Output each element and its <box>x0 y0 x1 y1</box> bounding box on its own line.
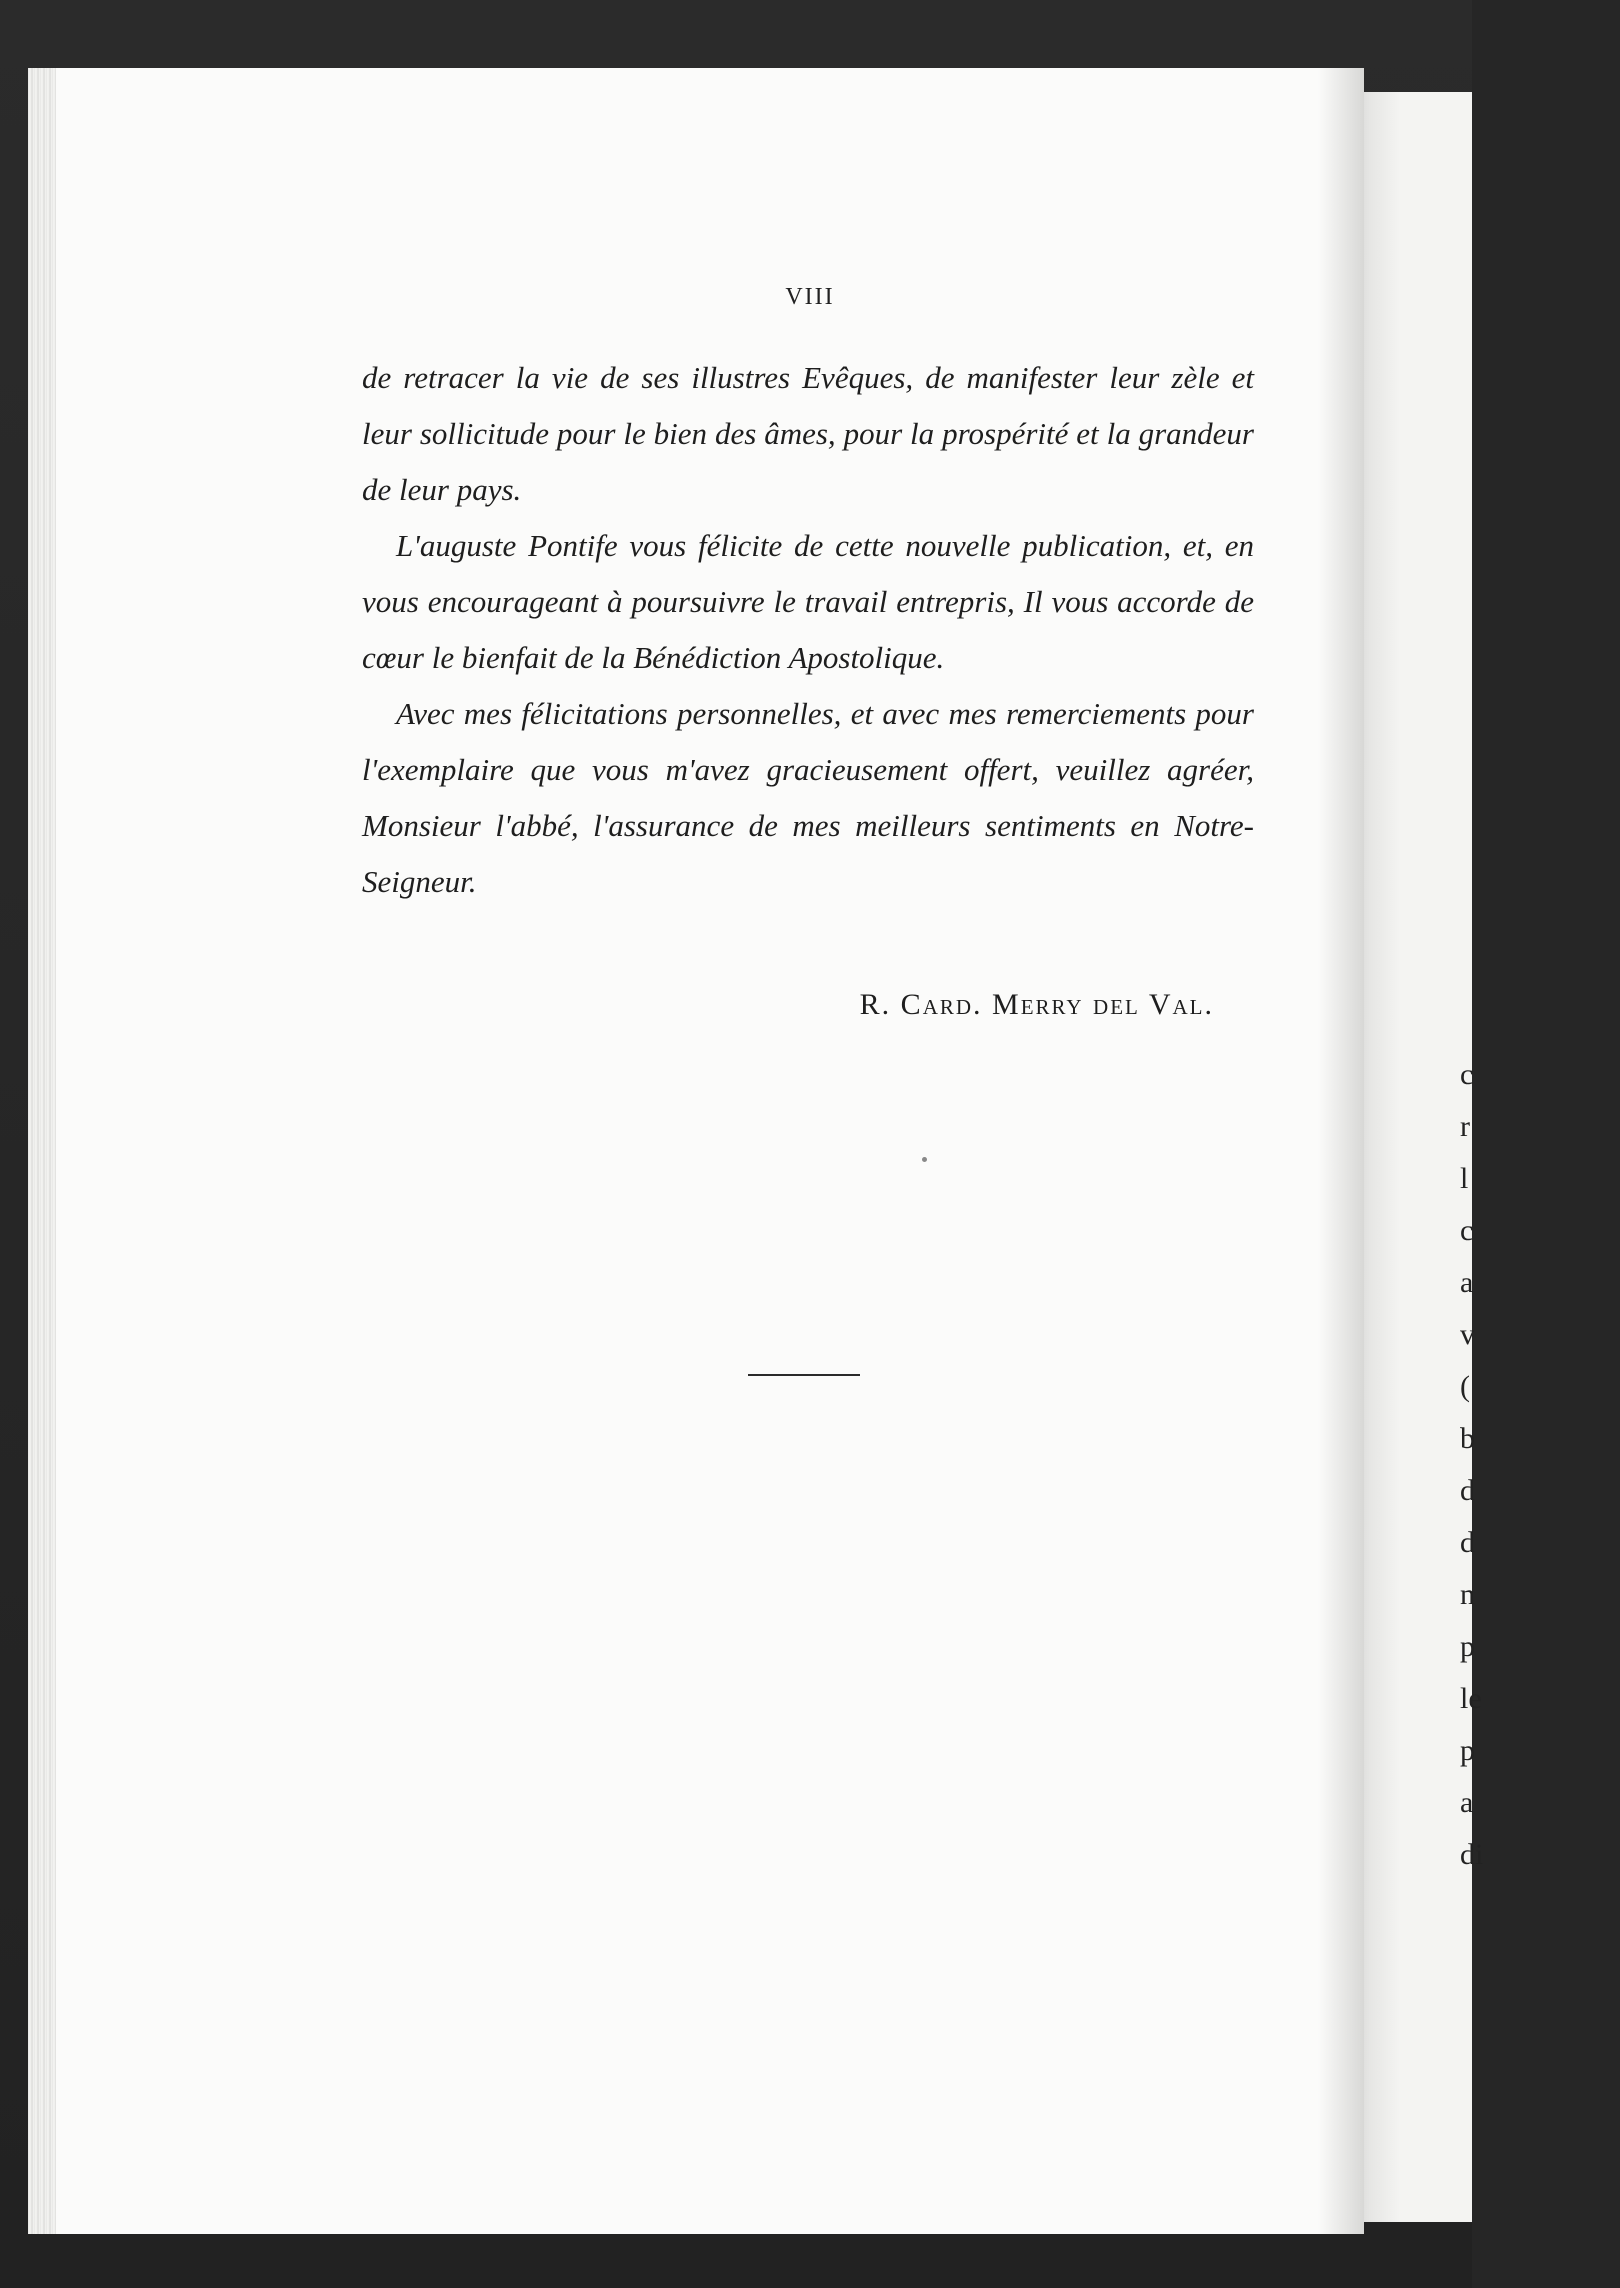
next-page-line-start: d <box>1460 1526 1475 1559</box>
next-page-line-start: di <box>1460 1838 1484 1871</box>
paragraph-closing: Avec mes félicitations personnelles, et avec mes remerciements pour l'exemplaire que vous m'avez gracieusement offert, veuillez agréer, Monsieur l'abbé, l'assurance de mes meilleurs sentiments en Notre-Seigneur. <box>362 696 1254 899</box>
letter-body <box>362 350 1254 910</box>
next-page-line-start: v <box>1460 1318 1475 1351</box>
next-page-line-start: c <box>1460 1214 1474 1247</box>
page-binding-shadow <box>1318 68 1364 2234</box>
paragraph-continuation: de retracer la vie de ses illustres Evêques, de manifester leur zèle et leur sollicitude pour le bien des âmes, pour la prospérité et la grandeur de leur pays. <box>362 360 1254 507</box>
next-page-line-start: a <box>1460 1786 1474 1819</box>
next-page-line-start: a <box>1460 1266 1474 1299</box>
next-page-line-start: r <box>1460 1110 1470 1143</box>
next-page-line-start: d <box>1460 1474 1475 1507</box>
page-number: VIII <box>785 284 835 310</box>
next-page-line-start: ( <box>1460 1370 1470 1403</box>
next-page-line-start: p <box>1460 1630 1475 1663</box>
ink-speck <box>922 1157 927 1162</box>
section-divider-rule <box>748 1374 860 1376</box>
next-page-line-start: p <box>1460 1734 1475 1767</box>
next-page-line-start: c <box>1460 1058 1474 1091</box>
next-page-line-start: b <box>1460 1422 1475 1455</box>
paragraph-blessing: L'auguste Pontife vous félicite de cette nouvelle publication, et, en vous encourageant à poursuivre le travail entrepris, Il vous accorde de cœur le bienfait de la Bénédiction Apostolique. <box>362 528 1254 675</box>
next-page-line-start: l <box>1460 1162 1469 1195</box>
next-page-line-start: n <box>1460 1578 1475 1611</box>
page-stack-edge <box>28 68 56 2234</box>
next-page-line-start: le <box>1460 1682 1482 1715</box>
signature: R. Card. Merry del Val. <box>859 988 1214 1021</box>
